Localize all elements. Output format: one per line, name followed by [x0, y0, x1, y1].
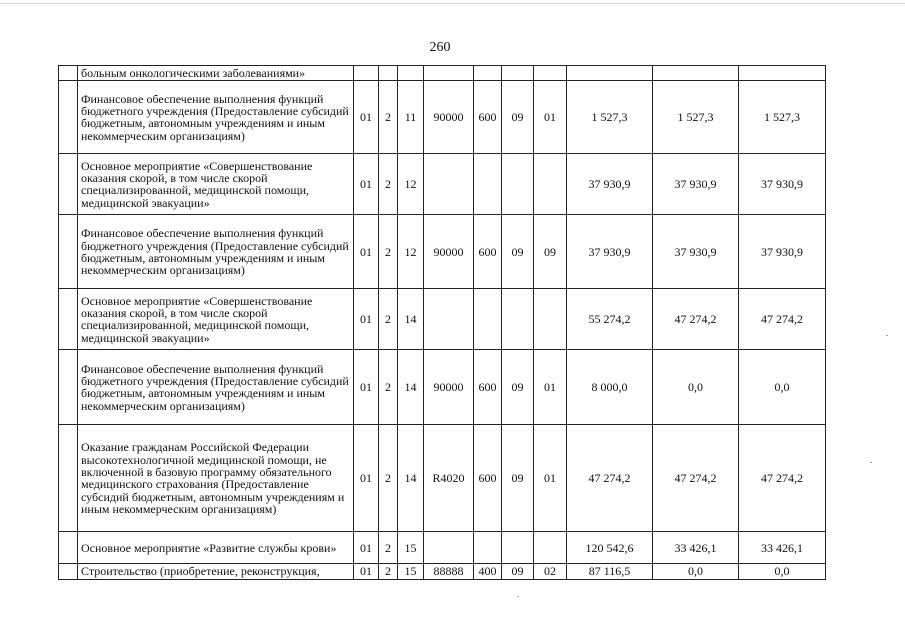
row-number-cell	[59, 81, 78, 154]
year2-amount-cell	[653, 66, 739, 81]
year1-amount-cell: 8 000,0	[567, 350, 653, 425]
subsection-code-cell	[534, 66, 567, 81]
year1-amount-cell: 47 274,2	[567, 425, 653, 532]
direction-code-cell: 88888	[424, 564, 474, 579]
year3-amount-cell: 1 527,3	[739, 81, 826, 154]
program-code-cell: 01	[354, 154, 379, 215]
direction-code-cell	[424, 66, 474, 81]
main-event-code-cell: 12	[398, 154, 424, 215]
year1-amount-cell: 120 542,6	[567, 532, 653, 564]
subsection-code-cell: 02	[534, 564, 567, 579]
table-row	[59, 215, 826, 289]
subsection-code-cell	[534, 532, 567, 564]
main-event-code-cell: 12	[398, 215, 424, 289]
table-row	[59, 289, 826, 350]
year3-amount-cell: 37 930,9	[739, 154, 826, 215]
direction-code-cell: R4020	[424, 425, 474, 532]
table-row	[59, 81, 826, 154]
expense-type-code-cell	[474, 66, 502, 81]
expense-type-code-cell: 600	[474, 81, 502, 154]
year3-amount-cell: 33 426,1	[739, 532, 826, 564]
subsection-code-cell	[534, 154, 567, 215]
year1-amount-cell: 1 527,3	[567, 81, 653, 154]
main-event-code-cell: 15	[398, 564, 424, 579]
table-row	[59, 154, 826, 215]
year1-amount-cell: 37 930,9	[567, 154, 653, 215]
program-code-cell: 01	[354, 350, 379, 425]
year3-amount-cell: 47 274,2	[739, 425, 826, 532]
table-row	[59, 564, 826, 579]
year1-amount-cell: 55 274,2	[567, 289, 653, 350]
section-code-cell	[502, 289, 534, 350]
program-code-cell: 01	[354, 215, 379, 289]
program-code-cell: 01	[354, 532, 379, 564]
item-name-cell: Финансовое обеспечение выполнения функций бюджетного учреждения (Предоставление субсидий бюджетным, автономным учреждениям и иным некоммерческим организациям)	[78, 215, 354, 289]
row-number-cell	[59, 350, 78, 425]
year1-amount-cell: 37 930,9	[567, 215, 653, 289]
expense-type-code-cell	[474, 289, 502, 350]
subprogram-code-cell: 2	[379, 289, 398, 350]
row-number-cell	[59, 154, 78, 215]
year3-amount-cell: 47 274,2	[739, 289, 826, 350]
year3-amount-cell	[739, 66, 826, 81]
budget-table	[58, 65, 826, 580]
year2-amount-cell: 0,0	[653, 564, 739, 579]
expense-type-code-cell: 400	[474, 564, 502, 579]
program-code-cell: 01	[354, 289, 379, 350]
direction-code-cell	[424, 289, 474, 350]
program-code-cell: 01	[354, 564, 379, 579]
subprogram-code-cell: 2	[379, 425, 398, 532]
year2-amount-cell: 33 426,1	[653, 532, 739, 564]
item-name-cell: Строительство (приобретение, реконструкция,	[78, 564, 354, 579]
section-code-cell	[502, 532, 534, 564]
section-code-cell	[502, 66, 534, 81]
year2-amount-cell: 47 274,2	[653, 425, 739, 532]
scan-speck	[886, 335, 888, 336]
item-name-cell: Основное мероприятие «Совершенствование оказания скорой, в том числе скорой специализированной, медицинской помощи, медицинской эвакуации»	[78, 154, 354, 215]
subsection-code-cell	[534, 289, 567, 350]
section-code-cell: 09	[502, 215, 534, 289]
row-number-cell	[59, 215, 78, 289]
subprogram-code-cell: 2	[379, 350, 398, 425]
subsection-code-cell: 01	[534, 81, 567, 154]
expense-type-code-cell: 600	[474, 215, 502, 289]
subprogram-code-cell: 2	[379, 154, 398, 215]
main-event-code-cell: 14	[398, 350, 424, 425]
year3-amount-cell: 37 930,9	[739, 215, 826, 289]
row-number-cell	[59, 66, 78, 81]
item-name-cell: Финансовое обеспечение выполнения функций бюджетного учреждения (Предоставление субсидий бюджетным, автономным учреждениям и иным некоммерческим организациям)	[78, 81, 354, 154]
section-code-cell	[502, 154, 534, 215]
subsection-code-cell: 01	[534, 425, 567, 532]
program-code-cell: 01	[354, 425, 379, 532]
direction-code-cell: 90000	[424, 81, 474, 154]
main-event-code-cell	[398, 66, 424, 81]
year2-amount-cell: 37 930,9	[653, 154, 739, 215]
direction-code-cell: 90000	[424, 350, 474, 425]
table-row	[59, 350, 826, 425]
section-code-cell: 09	[502, 350, 534, 425]
main-event-code-cell: 15	[398, 532, 424, 564]
year3-amount-cell: 0,0	[739, 350, 826, 425]
expense-type-code-cell: 600	[474, 350, 502, 425]
item-name-cell: Оказание гражданам Российской Федерации высокотехнологичной медицинской помощи, не включенной в базовую программу обязательного медицинского страхования (Предоставление субсидий бюджетным, автономным учреждениям и иным некоммерческим организациям)	[78, 425, 354, 532]
year2-amount-cell: 47 274,2	[653, 289, 739, 350]
program-code-cell	[354, 66, 379, 81]
section-code-cell: 09	[502, 425, 534, 532]
item-name-cell: больным онкологическими заболеваниями»	[78, 66, 354, 81]
section-code-cell: 09	[502, 81, 534, 154]
main-event-code-cell: 14	[398, 425, 424, 532]
page-number: 260	[429, 40, 451, 55]
item-name-cell: Основное мероприятие «Развитие службы крови»	[78, 532, 354, 564]
expense-type-code-cell	[474, 154, 502, 215]
scan-speck	[517, 596, 519, 597]
direction-code-cell	[424, 532, 474, 564]
table-row	[59, 425, 826, 532]
year2-amount-cell: 37 930,9	[653, 215, 739, 289]
year2-amount-cell: 1 527,3	[653, 81, 739, 154]
direction-code-cell	[424, 154, 474, 215]
row-number-cell	[59, 532, 78, 564]
section-code-cell: 09	[502, 564, 534, 579]
table-body	[59, 66, 826, 580]
subprogram-code-cell: 2	[379, 564, 398, 579]
expense-type-code-cell: 600	[474, 425, 502, 532]
item-name-cell: Финансовое обеспечение выполнения функций бюджетного учреждения (Предоставление субсидий бюджетным, автономным учреждениям и иным некоммерческим организациям)	[78, 350, 354, 425]
subsection-code-cell: 09	[534, 215, 567, 289]
table-row	[59, 532, 826, 564]
table-row	[59, 66, 826, 81]
subsection-code-cell: 01	[534, 350, 567, 425]
item-name-cell: Основное мероприятие «Совершенствование оказания скорой, в том числе скорой специализированной, медицинской помощи, медицинской эвакуации»	[78, 289, 354, 350]
year2-amount-cell: 0,0	[653, 350, 739, 425]
subprogram-code-cell: 2	[379, 532, 398, 564]
subprogram-code-cell: 2	[379, 81, 398, 154]
year1-amount-cell	[567, 66, 653, 81]
row-number-cell	[59, 564, 78, 579]
subprogram-code-cell	[379, 66, 398, 81]
scan-speck	[870, 462, 872, 463]
program-code-cell: 01	[354, 81, 379, 154]
subprogram-code-cell: 2	[379, 215, 398, 289]
direction-code-cell: 90000	[424, 215, 474, 289]
main-event-code-cell: 11	[398, 81, 424, 154]
year3-amount-cell: 0,0	[739, 564, 826, 579]
year1-amount-cell: 87 116,5	[567, 564, 653, 579]
main-event-code-cell: 14	[398, 289, 424, 350]
scan-top-edge	[0, 3, 905, 4]
expense-type-code-cell	[474, 532, 502, 564]
row-number-cell	[59, 289, 78, 350]
row-number-cell	[59, 425, 78, 532]
